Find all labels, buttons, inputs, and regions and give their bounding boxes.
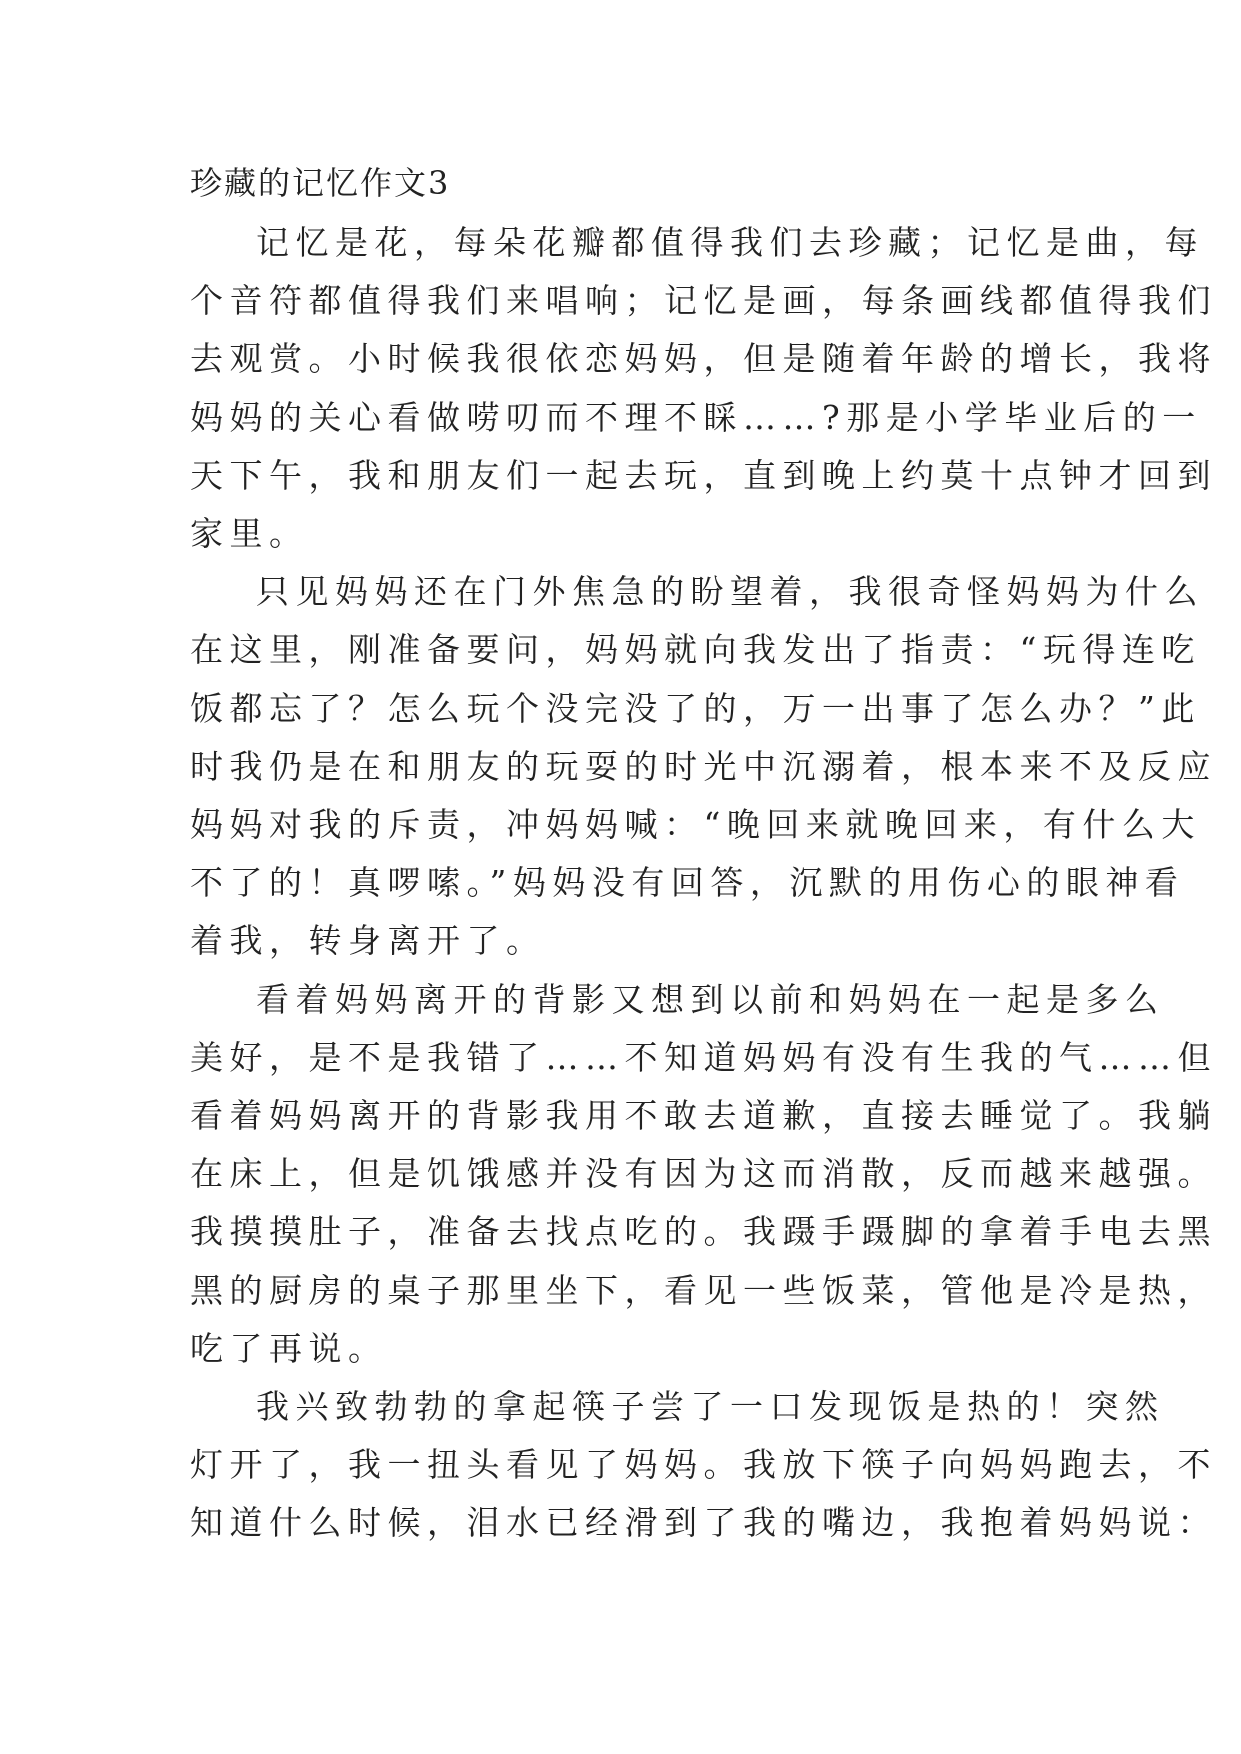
paragraph-line: 在床上，但是饥饿感并没有因为这而消散，反而越来越强。 (190, 1154, 1217, 1194)
paragraph-line: 吃了再说。 (190, 1328, 388, 1368)
paragraph-line: 灯开了，我一扭头看见了妈妈。我放下筷子向妈妈跑去，不 (190, 1445, 1217, 1485)
paragraph-line: 妈妈的关心看做唠叨而不理不睬……?那是小学毕业后的一 (190, 397, 1202, 437)
paragraph-line: 看着妈妈离开的背影又想到以前和妈妈在一起是多么 (256, 979, 1165, 1019)
paragraph-line: 我兴致勃勃的拿起筷子尝了一口发现饭是热的！突然 (256, 1387, 1165, 1427)
document-title: 珍藏的记忆作文3 (190, 164, 451, 202)
paragraph-line: 黑的厨房的桌子那里坐下，看见一些饭菜，管他是冷是热， (190, 1270, 1217, 1310)
paragraph-line: 天下午，我和朋友们一起去玩，直到晚上约莫十点钟才回到 (190, 455, 1217, 495)
paragraph-line: 妈妈对我的斥责，冲妈妈喊：“晚回来就晚回来，有什么大 (190, 805, 1201, 845)
paragraph-line: 知道什么时候，泪水已经滑到了我的嘴边，我抱着妈妈说： (190, 1503, 1217, 1543)
paragraph-line: 家里。 (190, 514, 309, 554)
paragraph-line: 在这里，刚准备要问，妈妈就向我发出了指责：“玩得连吃 (190, 630, 1201, 670)
paragraph-line: 饭都忘了？怎么玩个没完没了的，万一出事了怎么办？”此 (190, 688, 1201, 728)
paragraph-line: 美好，是不是我错了……不知道妈妈有没有生我的气……但 (190, 1037, 1217, 1077)
paragraph-1 (190, 214, 1217, 563)
paragraph-4 (190, 1378, 1217, 1553)
paragraph-line: 记忆是花，每朵花瓣都值得我们去珍藏；记忆是曲，每 (256, 223, 1204, 262)
paragraph-line: 个音符都值得我们来唱响；记忆是画，每条画线都值得我们 (190, 281, 1217, 321)
paragraph-line: 我摸摸肚子，准备去找点吃的。我蹑手蹑脚的拿着手电去黑 (190, 1212, 1217, 1252)
paragraph-line: 只见妈妈还在门外焦急的盼望着，我很奇怪妈妈为什么 (256, 572, 1204, 612)
document-body (190, 162, 1217, 1553)
paragraph-line: 时我仍是在和朋友的玩耍的时光中沉溺着，根本来不及反应 (190, 746, 1217, 786)
paragraph-line: 看着妈妈离开的背影我用不敢去道歉，直接去睡觉了。我躺 (190, 1096, 1217, 1136)
paragraph-line: 去观赏。小时候我很依恋妈妈，但是随着年龄的增长，我将 (190, 339, 1217, 379)
paragraph-line: 不了的！真啰嗦。”妈妈没有回答，沉默的用伤心的眼神看 (190, 863, 1185, 903)
paragraph-2 (190, 563, 1217, 970)
paragraph-3 (190, 971, 1217, 1378)
paragraph-line: 着我，转身离开了。 (190, 921, 546, 961)
